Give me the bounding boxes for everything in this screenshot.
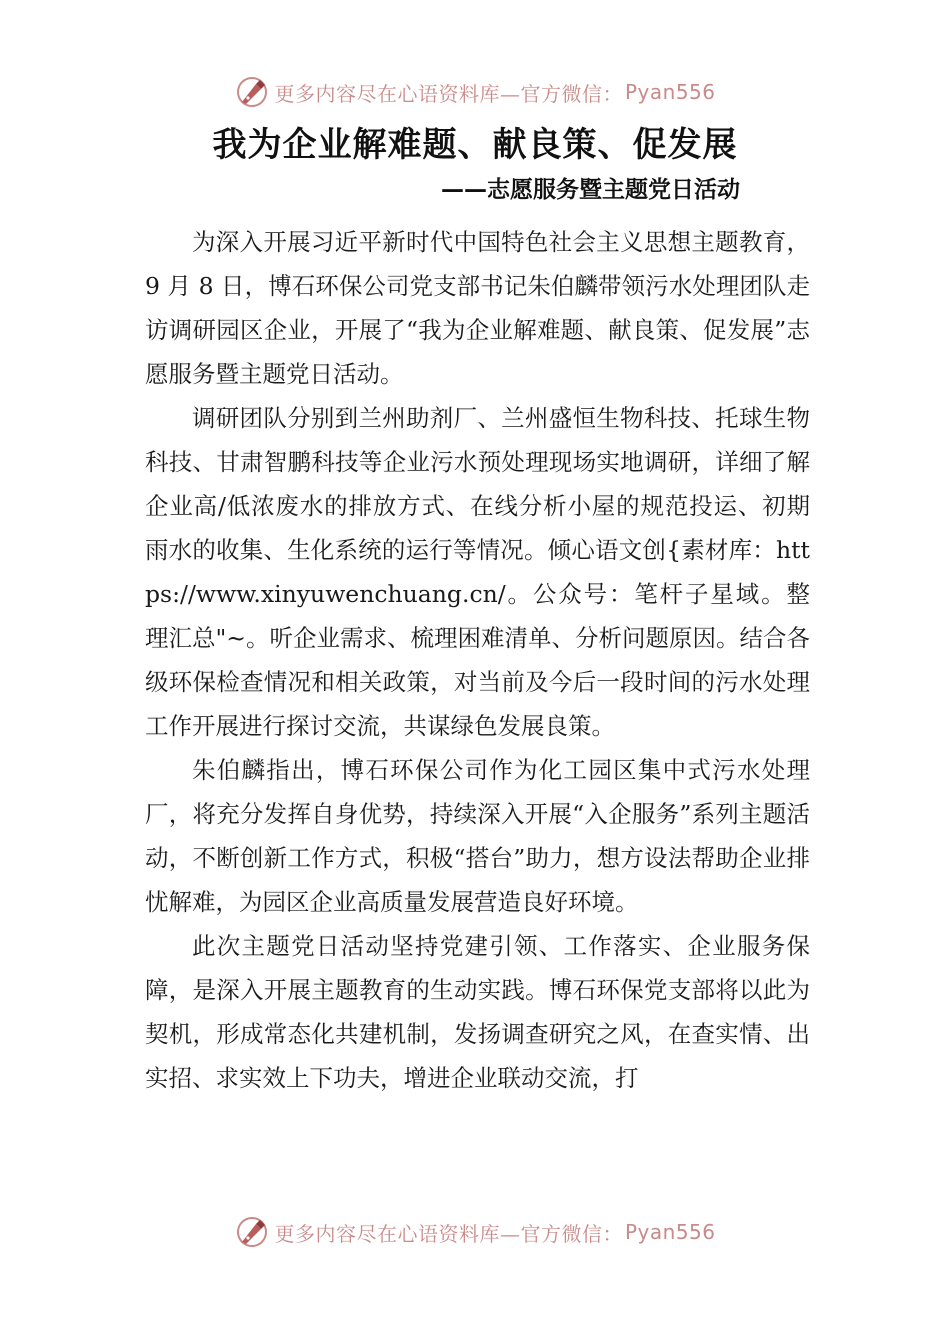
header-watermark [0, 70, 950, 114]
paragraph-4: 此次主题党日活动坚持党建引领、工作落实、企业服务保障，是深入开展主题教育的生动实践。博石环保党支部将以此为契机，形成常态化共建机制，发扬调查研究之风，在查实情、出实招、求实效上下功夫，增进企业联动交流，打 [145, 932, 810, 1092]
watermark-wechat-id: Pyan556 [624, 80, 716, 104]
watermark-wechat-id: Pyan556 [624, 1220, 716, 1244]
document-body [145, 220, 810, 1100]
paragraph-2: 调研团队分别到兰州助剂厂、兰州盛恒生物科技、托球生物科技、甘肃智鹏科技等企业污水预处理现场实地调研，详细了解企业高/低浓废水的排放方式、在线分析小屋的规范投运、初期雨水的收集、生化系统的运行等情况。倾心语文创{素材库：https://www.xinyuwenchuang.cn/。公众号：笔杆子星域。整理汇总"~。听企业需求、梳理困难清单、分析问题原因。结合各级环保检查情况和相关政策，对当前及今后一段时间的污水处理工作开展进行探讨交流，共谋绿色发展良策。 [145, 404, 810, 740]
pen-nib-logo-icon [234, 1214, 270, 1250]
watermark-text: 更多内容尽在心语资料库—官方微信： [274, 1221, 623, 1246]
watermark-text: 更多内容尽在心语资料库—官方微信： [274, 81, 623, 106]
document-subtitle: ——志愿服务暨主题党日活动 [441, 177, 740, 203]
paragraph-1: 为深入开展习近平新时代中国特色社会主义思想主题教育，9 月 8 日，博石环保公司党支部书记朱伯麟带领污水处理团队走访调研园区企业，开展了“我为企业解难题、献良策、促发展”志愿服务暨主题党日活动。 [145, 228, 810, 388]
document-title: 我为企业解难题、献良策、促发展 [212, 125, 738, 165]
footer-watermark [0, 1210, 950, 1254]
paragraph-3: 朱伯麟指出，博石环保公司作为化工园区集中式污水处理厂，将充分发挥自身优势，持续深入开展“入企服务”系列主题活动，不断创新工作方式，积极“搭台”助力，想方设法帮助企业排忧解难，为园区企业高质量发展营造良好环境。 [145, 756, 810, 916]
pen-nib-logo-icon [234, 74, 270, 110]
